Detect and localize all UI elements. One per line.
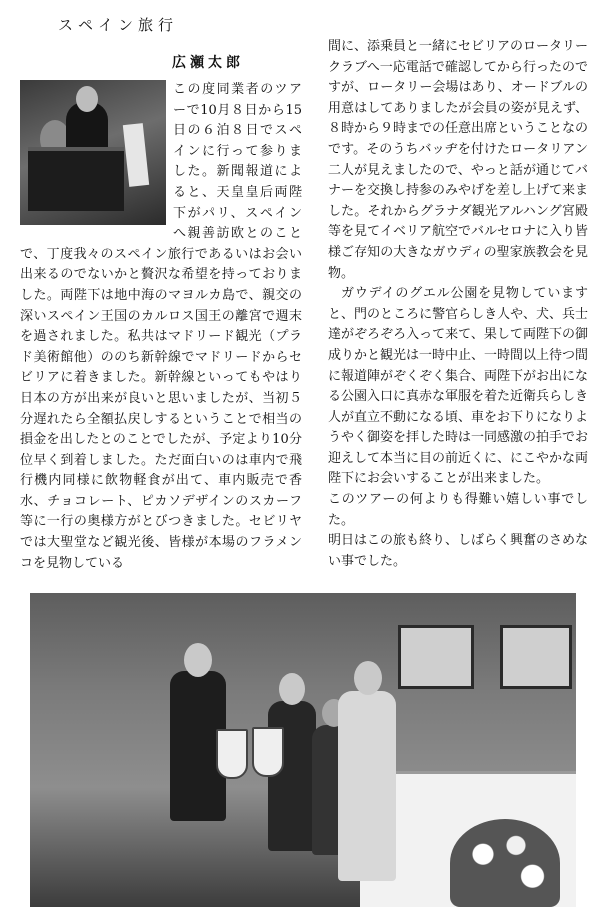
paragraph: 明日はこの旅も終り、しばらく興奮のさめない事でした。 [328, 533, 588, 569]
paragraph: この度同業者のツアーで10月８日から15日の６泊８日でスペインに行って参りました。新聞報道によると、天皇皇后両陛下がパリ、スペインへ親善訪欧とのことで、丁度我々のスペイン旅行であるいはお会い出来るのでないかと贅沢な希望を持っておりました。両陛下は地中海のマヨルカ島で、親交の深いスペイン王国のカルロス国王の離宮で週末を過されました。私共はマドリード観光（プラド美術館他）ののち新幹線でマドリードからセビリアに着きました。新幹線といってもやはり日本の方が出来が良いと思いましたが、当初５分遅れたら全額払戻しするということで相当の損金を出したとのことでしたが、予定より10分位早く到着しました。ただ面白いのは車内で飛行機内同様に飲物軽食が出て、車内販売で香水、チョコレート、ピカソデザインのスカーフ等に一行の奥様方がとびつきました。セビリヤでは大聖堂など観光後、皆様が本場のフラメンコを見物している [20, 82, 302, 571]
person-head [184, 643, 212, 677]
person [338, 661, 400, 901]
person [268, 673, 318, 903]
person-body [338, 691, 396, 881]
paragraph: ガウデイのグエル公園を見物していますと、門のところに警官らしき人や、犬、兵士達がぞろぞろ入って来て、果して両陛下の御成りかと観光は一時中止、一時間以上待つ間に報道陣がぞくぞく集合、両陛下がお出になる公園入口に真赤な軍服を着た近衛兵らしき人が直立不動になる頃、車をお下りになりようやく御姿を拝した時は一同感激の拍手でお迎えして本当に目の前近くに、にこやかな両陛下にお会いすることが出来ました。 [328, 286, 588, 487]
rotary-banner [216, 729, 248, 779]
paragraph: このツアーの何よりも得難い嬉しい事でした。 [328, 492, 588, 528]
speaker-head [76, 86, 98, 112]
paper-sheet [123, 123, 149, 187]
paragraph: 間に、添乗員と一緒にセビリアのロータリークラブへ一応電話で確認してから行ったのですが、ロータリー会場はあり、オードブルの用意はしてありましたが会員の姿が見えず、８時から９時までの任意出席ということなのです。そのうちバッヂを付けたロータリアン二人が見えましたので、やっと話が通じてバナーを交換し持参のみやげを差し上げて来ました。それからグラナダ観光アルハング宮殿等を見てイベリア航空でバルセロナに入り皆様ご存知の大きなガウディの聖家族教会を見物。 [328, 39, 588, 281]
wall-painting [500, 625, 572, 689]
right-column [328, 37, 588, 585]
article-author: 広瀬太郎 [172, 55, 244, 71]
person-head [279, 673, 305, 705]
group-photo [30, 593, 576, 907]
podium [28, 147, 124, 211]
wall-painting [398, 625, 474, 689]
article-title: スペイン旅行 [58, 16, 179, 34]
flower-arrangement [450, 819, 560, 907]
left-column [20, 80, 302, 586]
speaker-photo [20, 80, 166, 225]
rotary-banner [252, 727, 284, 777]
person-head [354, 661, 382, 695]
